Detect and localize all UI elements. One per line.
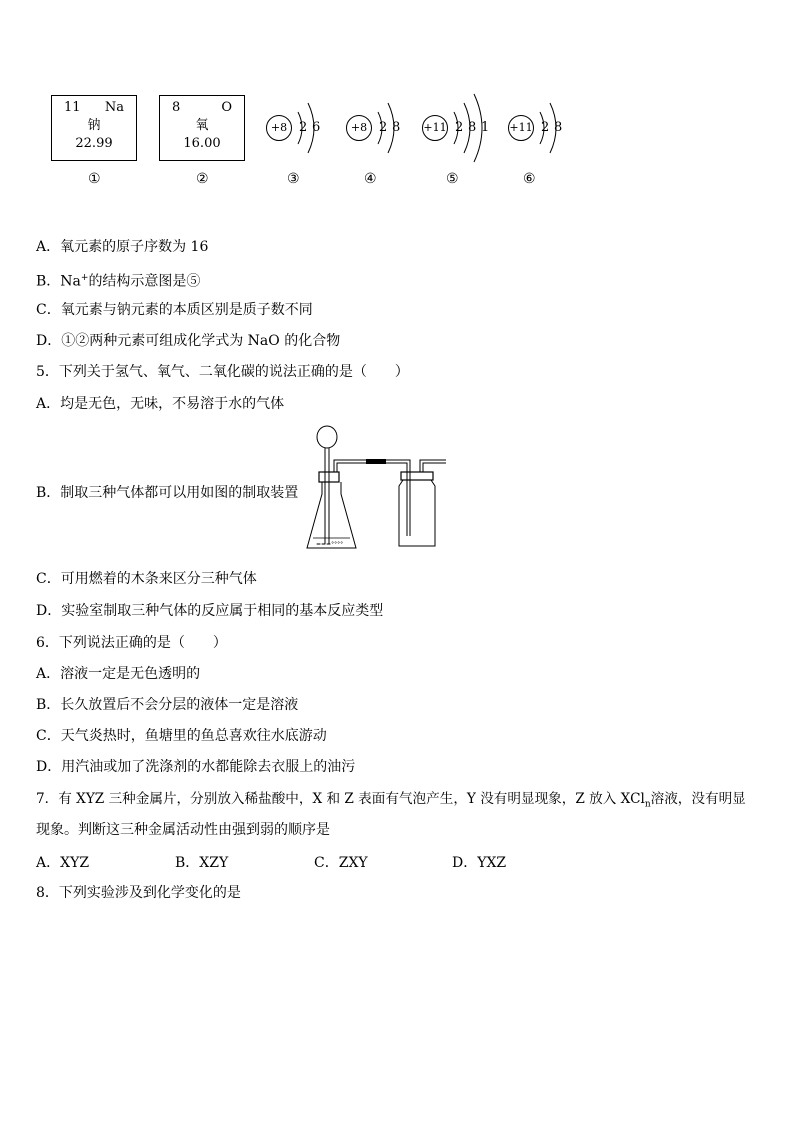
nucleus-charge: +11 (422, 115, 448, 141)
q4-option-a: A．氧元素的原子序数为 16 (36, 239, 209, 255)
q7-option-a: A．XYZ (36, 855, 90, 871)
shell-electrons: 2 (541, 120, 550, 135)
figure-caption-5: ⑤ (446, 171, 459, 187)
q7-stem-text: 7．有 XYZ 三种金属片，分别放入稀盐酸中，X 和 Z 表面有气泡产生，Y 没有明显现象，Z 放入 XCl (36, 791, 645, 807)
shell-electrons: 8 (392, 120, 401, 135)
figure-caption-1: ① (88, 171, 101, 187)
shell-electrons: 8 (554, 120, 563, 135)
gas-generation-apparatus-illustration (300, 424, 450, 552)
atom-diagram-4 (342, 86, 422, 170)
atomic-mass: 22.99 (75, 136, 113, 151)
shell-electrons: 2 (455, 120, 464, 135)
q4-option-d: D．①②两种元素可组成化学式为 NaO 的化合物 (36, 333, 341, 349)
figure-caption-2: ② (196, 171, 209, 187)
q6-option-d: D．用汽油或加了洗涤剂的水都能除去衣服上的油污 (36, 759, 356, 775)
shell-electrons: 1 (481, 120, 490, 135)
q5-option-b: B．制取三种气体都可以用如图的制取装置 (36, 485, 299, 501)
q8-stem: 8．下列实验涉及到化学变化的是 (36, 885, 241, 901)
figure-caption-4: ④ (364, 171, 377, 187)
q4-option-b-charge: + (80, 273, 89, 283)
nucleus-charge: +8 (266, 115, 292, 141)
svg-text:===°°°°: ===°°°° (316, 541, 344, 548)
q7-stem-line-1 (36, 790, 746, 814)
element-card-oxygen (159, 95, 245, 161)
q5-stem: 5．下列关于氢气、氧气、二氧化碳的说法正确的是（ ） (36, 364, 409, 380)
nucleus-charge: +8 (346, 115, 372, 141)
q7-stem-line-2: 现象。判断这三种金属活动性由强到弱的顺序是 (36, 822, 330, 838)
q7-stem-text-end: 溶液，没有明显 (650, 791, 746, 807)
q7-stem-subscript: n (644, 799, 651, 810)
element-symbol: Na (104, 100, 124, 115)
nucleus-charge: +11 (508, 115, 534, 141)
q5-option-d: D．实验室制取三种气体的反应属于相同的基本反应类型 (36, 603, 384, 619)
shell-electrons: 2 (299, 120, 308, 135)
figure-caption-3: ③ (287, 171, 300, 187)
q4-option-b (36, 269, 200, 291)
atom-diagram-3 (262, 86, 342, 170)
shell-electrons: 6 (312, 120, 321, 135)
shell-electrons: 2 (379, 120, 388, 135)
atom-diagram-6 (504, 86, 584, 170)
atom-diagram-5 (418, 86, 498, 170)
q6-stem: 6．下列说法正确的是（ ） (36, 635, 227, 651)
q6-option-c: C．天气炎热时，鱼塘里的鱼总喜欢往水底游动 (36, 728, 327, 744)
q4-option-b-text-end: 的结构示意图是⑤ (88, 273, 201, 290)
atomic-number: 11 (64, 100, 81, 115)
shell-electrons: 8 (468, 120, 477, 135)
atomic-mass: 16.00 (183, 136, 221, 151)
q7-option-c: C．ZXY (314, 855, 368, 871)
element-name: 氧 (195, 118, 209, 133)
atomic-number: 8 (172, 100, 181, 115)
q6-option-b: B．长久放置后不会分层的液体一定是溶液 (36, 697, 299, 713)
q4-option-b-text: B．Na (36, 273, 81, 290)
q4-option-c: C．氧元素与钠元素的本质区别是质子数不同 (36, 302, 313, 318)
q7-option-d: D．YXZ (452, 855, 507, 871)
element-symbol: O (221, 100, 232, 115)
figure-caption-6: ⑥ (523, 171, 536, 187)
q5-option-a: A．均是无色，无味，不易溶于水的气体 (36, 396, 285, 412)
element-name: 钠 (87, 118, 101, 133)
q5-option-c: C．可用燃着的木条来区分三种气体 (36, 571, 257, 587)
element-card-sodium (51, 95, 137, 161)
q6-option-a: A．溶液一定是无色透明的 (36, 666, 201, 682)
q7-option-b: B．XZY (175, 855, 229, 871)
